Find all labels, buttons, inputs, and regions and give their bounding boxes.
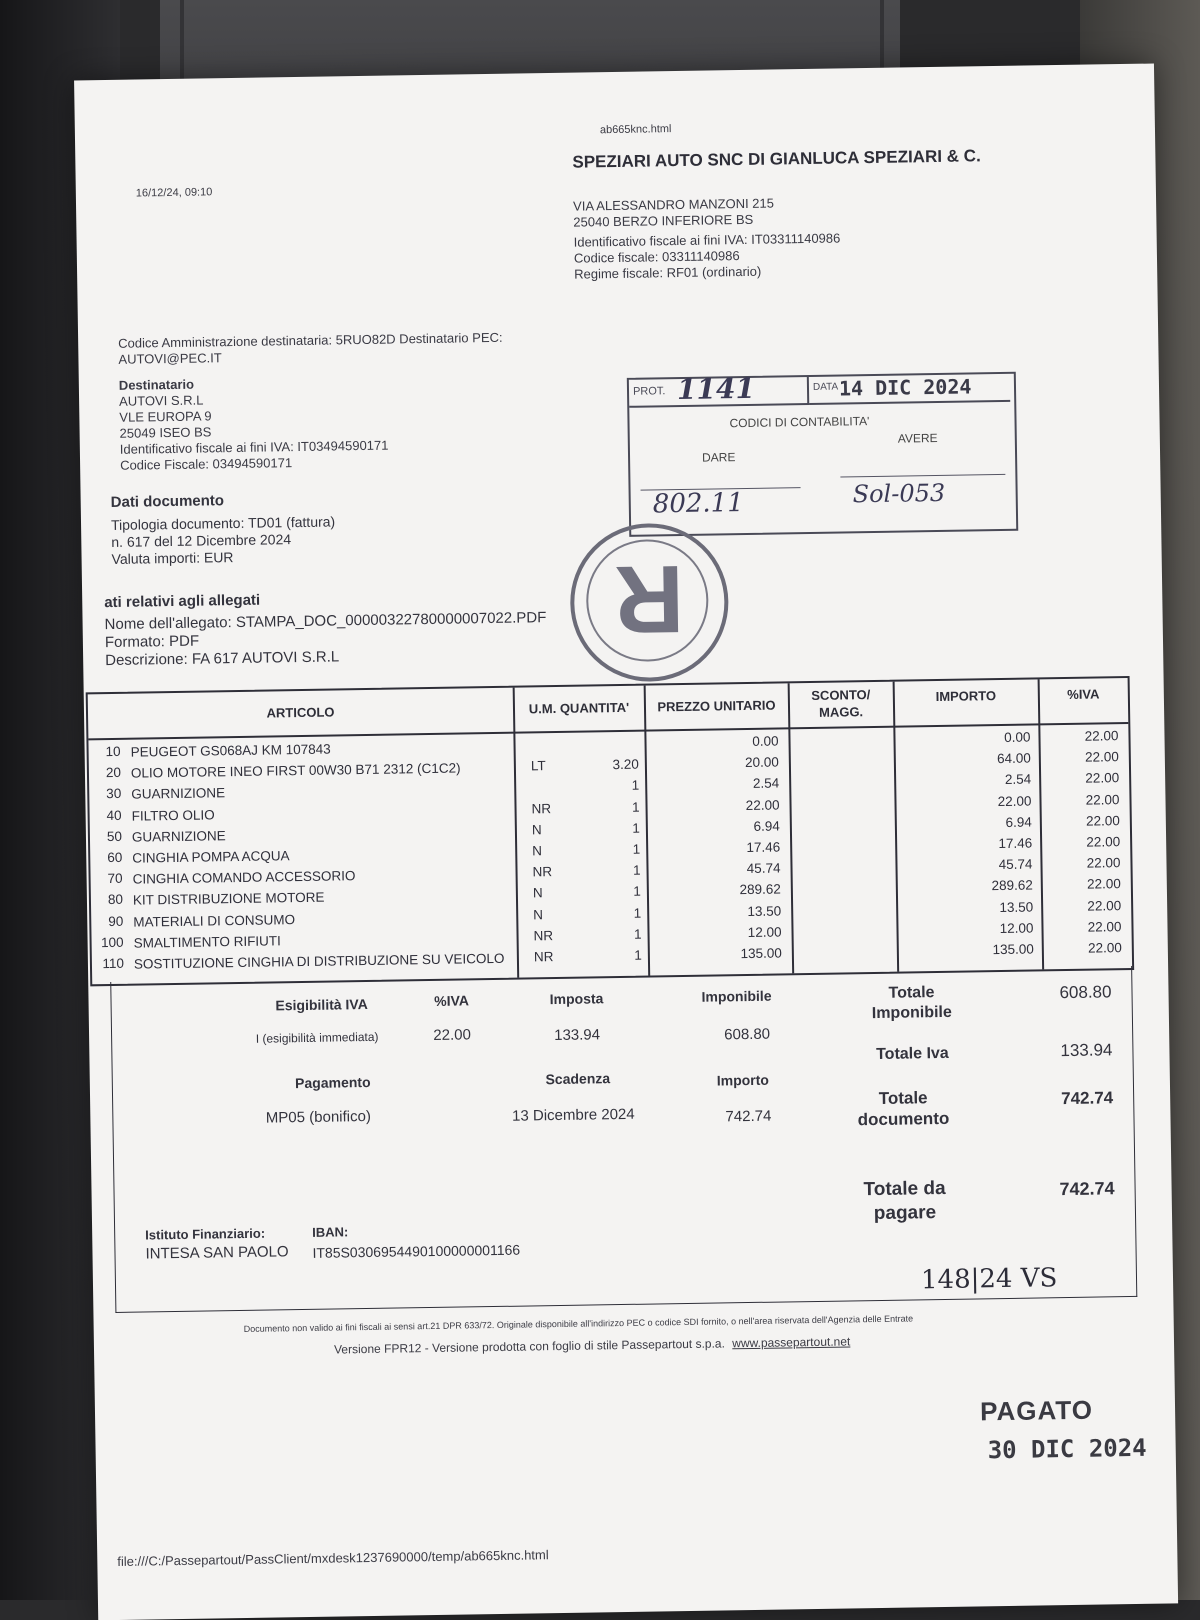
pagamento-label: Pagamento bbox=[294, 1073, 371, 1092]
cell-amount: 2.54 bbox=[1004, 771, 1032, 788]
date-cell bbox=[809, 374, 1010, 405]
recipient-vat: Identificativo fiscale ai fini IVA: IT03494590171 bbox=[119, 437, 389, 457]
cell-desc: SOSTITUZIONE CINGHIA DI DISTRIBUZIONE SU VEICOLO bbox=[133, 950, 505, 972]
totale-documento-value: 742.74 bbox=[1061, 1088, 1114, 1109]
cell-desc: MATERIALI DI CONSUMO bbox=[133, 911, 296, 930]
cell-um: N bbox=[532, 885, 543, 901]
avere-value: Sol-053 bbox=[852, 478, 946, 509]
cell-n: 10 bbox=[105, 743, 121, 760]
pagamento-value: MP05 (bonifico) bbox=[265, 1107, 372, 1127]
esig-value: I (esigibilità immediata) bbox=[255, 1029, 379, 1046]
cell-um bbox=[531, 779, 571, 780]
cell-vat: 22.00 bbox=[1086, 855, 1121, 871]
recipient-tax-code: Codice Fiscale: 03494590171 bbox=[119, 455, 293, 473]
col-header-um-qty: U.M. QUANTITA' bbox=[528, 699, 630, 717]
prot-cell bbox=[629, 371, 809, 408]
cell-n: 90 bbox=[108, 913, 124, 929]
cell-price: 22.00 bbox=[745, 797, 780, 813]
seller-vat: Identificativo fiscale ai fini IVA: IT03311140986 bbox=[573, 230, 841, 250]
cell-qty: 3.20 bbox=[612, 756, 639, 773]
date-label: DATA bbox=[812, 381, 839, 393]
cell-qty: 1 bbox=[633, 926, 642, 942]
cell-qty: 1 bbox=[633, 884, 641, 900]
totale-documento-label: Totale documento bbox=[857, 1088, 950, 1130]
cell-vat: 22.00 bbox=[1087, 940, 1122, 956]
footer-disclaimer: Documento non valido ai fini fiscali ai sensi art.21 DPR 633/72. Originale disponibile all'indirizzo PEC o codice SDI fornito, o nell'area riservata dell'Agenzia delle Entrate bbox=[243, 1313, 914, 1334]
cell-vat: 22.00 bbox=[1086, 834, 1121, 850]
cell-vat: 22.00 bbox=[1085, 791, 1120, 808]
seller-address1: VIA ALESSANDRO MANZONI 215 bbox=[572, 195, 775, 214]
bank-value: INTESA SAN PAOLO bbox=[145, 1243, 289, 1263]
esig-label: Esigibilità IVA bbox=[275, 995, 368, 1014]
cell-um: NR bbox=[533, 949, 554, 965]
cell-desc: KIT DISTRIBUZIONE MOTORE bbox=[132, 890, 325, 909]
document-number: n. 617 del 12 Dicembre 2024 bbox=[111, 531, 292, 550]
document-heading: Dati documento bbox=[110, 492, 225, 511]
cell-um: LT bbox=[530, 758, 546, 774]
cell-n: 80 bbox=[107, 892, 124, 908]
cell-price: 13.50 bbox=[747, 903, 782, 919]
cell-n: 40 bbox=[106, 807, 122, 823]
table-body bbox=[88, 726, 1132, 982]
cell-vat: 22.00 bbox=[1085, 812, 1120, 829]
summary-box bbox=[110, 966, 1137, 1313]
round-stamp-letter: R bbox=[613, 544, 685, 654]
cell-price: 12.00 bbox=[747, 924, 782, 940]
seller-tax-code: Codice fiscale: 03311140986 bbox=[573, 248, 740, 266]
col-header-discount: SCONTO/ MAGG. bbox=[811, 687, 871, 720]
cell-price: 45.74 bbox=[746, 860, 781, 877]
cell-price: 135.00 bbox=[740, 945, 782, 962]
cell-um: N bbox=[531, 822, 542, 838]
cell-amount: 22.00 bbox=[997, 793, 1032, 809]
avere-label: AVERE bbox=[897, 430, 938, 446]
print-timestamp: 16/12/24, 09:10 bbox=[135, 186, 213, 200]
recipient-address1: VLE EUROPA 9 bbox=[119, 408, 212, 425]
cell-n: 50 bbox=[106, 828, 123, 844]
seller-regime: Regime fiscale: RF01 (ordinario) bbox=[574, 263, 762, 282]
cell-um: NR bbox=[533, 927, 554, 944]
cell-um: N bbox=[532, 843, 543, 859]
cell-um: NR bbox=[532, 864, 553, 880]
paid-stamp-label: PAGATO bbox=[979, 1394, 1094, 1427]
col-header-articolo: ARTICOLO bbox=[266, 704, 335, 721]
paid-stamp-date: 30 DIC 2024 bbox=[987, 1433, 1147, 1465]
totale-imponibile-value: 608.80 bbox=[1059, 982, 1112, 1003]
dare-label: DARE bbox=[701, 450, 736, 465]
cell-desc: PEUGEOT GS068AJ KM 107843 bbox=[130, 741, 331, 760]
cell-desc: CINGHIA COMANDO ACCESSORIO bbox=[132, 868, 356, 887]
recipient-heading: Destinatario bbox=[118, 376, 195, 393]
cell-n: 20 bbox=[105, 765, 122, 781]
stamp-title: CODICI DI CONTABILITA' bbox=[729, 414, 870, 431]
importo-label: Importo bbox=[716, 1071, 770, 1089]
cell-n: 70 bbox=[107, 871, 123, 887]
totale-pagare-value: 742.74 bbox=[1059, 1178, 1115, 1200]
cell-qty: 1 bbox=[633, 905, 642, 921]
cell-vat: 22.00 bbox=[1086, 876, 1121, 893]
cell-amount: 64.00 bbox=[996, 750, 1031, 767]
attachment-name: Nome dell'allegato: STAMPA_DOC_00000322780000007022.PDF bbox=[104, 609, 547, 634]
date-value: 14 DIC 2024 bbox=[838, 374, 972, 401]
footer-version bbox=[334, 1330, 1154, 1357]
invoice-sheet bbox=[74, 64, 1178, 1620]
cell-amount: 289.62 bbox=[991, 877, 1033, 894]
imposta-label: Imposta bbox=[549, 990, 604, 1008]
cell-price: 17.46 bbox=[746, 839, 781, 856]
file-path: file:///C:/Passepartout/PassClient/mxdesk1237690000/temp/ab665knc.html bbox=[117, 1547, 549, 1569]
cell-vat: 22.00 bbox=[1084, 749, 1119, 765]
page-file-name: ab665knc.html bbox=[599, 123, 672, 137]
cell-qty: 1 bbox=[631, 799, 640, 815]
cell-qty: 1 bbox=[634, 947, 642, 963]
cell-amount: 45.74 bbox=[998, 856, 1033, 873]
col-header-vat: %IVA bbox=[1067, 686, 1100, 702]
cell-qty: 1 bbox=[632, 841, 641, 857]
iva-value: 22.00 bbox=[433, 1026, 472, 1044]
cell-n: 110 bbox=[102, 955, 125, 972]
totale-imponibile-label: Totale Imponibile bbox=[871, 984, 952, 1023]
attachment-format: Formato: PDF bbox=[104, 632, 200, 652]
cell-desc: FILTRO OLIO bbox=[131, 806, 215, 824]
cell-desc: CINGHIA POMPA ACQUA bbox=[132, 848, 290, 866]
scadenza-value: 13 Dicembre 2024 bbox=[511, 1105, 635, 1125]
version-text: Versione FPR12 - Versione prodotta con foglio di stile Passepartout s.p.a. bbox=[333, 1336, 725, 1357]
imponibile-value: 608.80 bbox=[724, 1025, 771, 1044]
col-header-amount: IMPORTO bbox=[935, 688, 997, 705]
items-table bbox=[86, 676, 1134, 986]
cell-n: 60 bbox=[107, 849, 123, 866]
document-currency: Valuta importi: EUR bbox=[111, 549, 234, 567]
dare-value: 802.11 bbox=[652, 488, 745, 520]
passepartout-link[interactable]: www.passepartout.net bbox=[732, 1334, 851, 1351]
cell-vat: 22.00 bbox=[1085, 770, 1120, 787]
cell-um bbox=[530, 737, 570, 738]
cell-desc: GUARNIZIONE bbox=[131, 827, 226, 845]
admin-code-line2: AUTOVI@PEC.IT bbox=[118, 350, 222, 367]
seller-address2: 25040 BERZO INFERIORE BS bbox=[573, 211, 754, 230]
imponibile-label: Imponibile bbox=[701, 987, 772, 1005]
iban-label: IBAN: bbox=[312, 1224, 349, 1240]
col-header-price: PREZZO UNITARIO bbox=[657, 697, 776, 715]
cell-amount: 13.50 bbox=[999, 899, 1034, 915]
cell-price: 2.54 bbox=[752, 775, 780, 792]
attachments-heading: ati relativi agli allegati bbox=[104, 591, 261, 612]
document-data bbox=[111, 487, 532, 568]
iva-label: %IVA bbox=[434, 992, 470, 1009]
prot-value: 1141 bbox=[676, 371, 756, 407]
cell-um: N bbox=[533, 906, 544, 922]
avere-line bbox=[840, 474, 1005, 478]
cell-vat: 22.00 bbox=[1084, 728, 1119, 744]
attachment-description: Descrizione: FA 617 AUTOVI S.R.L bbox=[105, 648, 340, 670]
cell-qty bbox=[568, 736, 638, 737]
cell-desc: SMALTIMENTO RIFIUTI bbox=[133, 933, 281, 951]
recipient-block bbox=[118, 328, 600, 474]
cell-amount: 135.00 bbox=[992, 941, 1034, 958]
seller-name: SPEZIARI AUTO SNC DI GIANLUCA SPEZIARI & C. bbox=[572, 146, 981, 172]
totale-iva-value: 133.94 bbox=[1060, 1040, 1113, 1061]
bank-label: Istituto Finanziario: bbox=[145, 1225, 266, 1243]
cell-desc: GUARNIZIONE bbox=[131, 785, 226, 803]
prot-label: PROT. bbox=[632, 385, 666, 398]
cell-vat: 22.00 bbox=[1087, 897, 1122, 914]
cell-qty: 1 bbox=[632, 862, 641, 878]
cell-vat: 22.00 bbox=[1087, 918, 1122, 935]
cell-qty: 1 bbox=[631, 778, 640, 794]
cell-price: 6.94 bbox=[753, 818, 780, 834]
cell-n: 30 bbox=[106, 786, 122, 802]
scadenza-label: Scadenza bbox=[545, 1070, 611, 1088]
seller-block bbox=[573, 191, 1054, 283]
cell-desc: OLIO MOTORE INEO FIRST 00W30 B71 2312 (C1C2) bbox=[130, 760, 461, 781]
accounting-stamp bbox=[627, 372, 1018, 537]
iban-value: IT85S0306954490100000001166 bbox=[312, 1241, 521, 1261]
admin-code-line1: Codice Amministrazione destinataria: 5RUO82D Destinatario PEC: bbox=[118, 329, 503, 351]
cell-um: NR bbox=[531, 800, 552, 816]
cell-qty: 1 bbox=[632, 820, 640, 836]
cell-amount: 12.00 bbox=[999, 920, 1034, 936]
cell-price: 289.62 bbox=[739, 881, 781, 898]
cell-price: 0.00 bbox=[752, 733, 779, 749]
totale-iva-label: Totale Iva bbox=[876, 1044, 949, 1064]
cell-amount: 17.46 bbox=[998, 835, 1033, 852]
recipient-address2: 25049 ISEO BS bbox=[119, 424, 212, 441]
cell-amount: 0.00 bbox=[1004, 729, 1031, 745]
totale-pagare-label: Totale da pagare bbox=[863, 1177, 946, 1225]
cell-amount: 6.94 bbox=[1005, 814, 1032, 830]
round-stamp bbox=[569, 522, 729, 682]
recipient-name: AUTOVI S.R.L bbox=[118, 392, 204, 409]
cell-price: 20.00 bbox=[744, 754, 779, 771]
document-type: Tipologia documento: TD01 (fattura) bbox=[110, 513, 336, 533]
imposta-value: 133.94 bbox=[554, 1026, 601, 1045]
importo-value: 742.74 bbox=[725, 1107, 772, 1126]
cell-n: 100 bbox=[100, 934, 124, 950]
handwritten-note: 148|24 VS bbox=[920, 1263, 1058, 1296]
